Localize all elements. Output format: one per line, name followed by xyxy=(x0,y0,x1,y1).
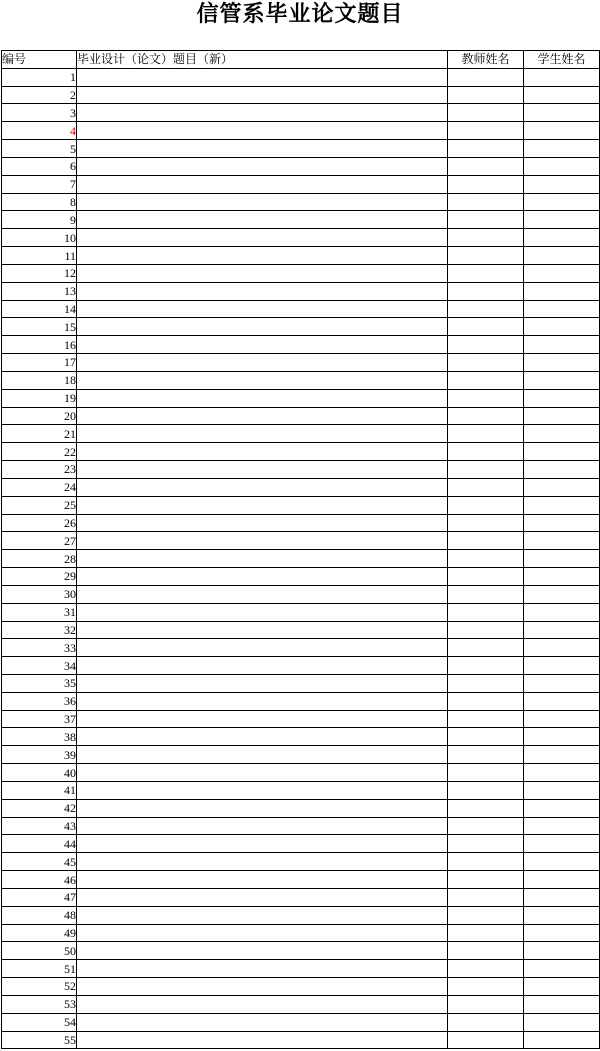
table-row xyxy=(2,300,600,318)
thesis-title-cell[interactable] xyxy=(77,692,448,710)
row-number: 44 xyxy=(2,835,77,853)
teacher-name-cell[interactable] xyxy=(448,371,524,389)
teacher-name-cell[interactable] xyxy=(448,853,524,871)
teacher-name-cell[interactable] xyxy=(448,193,524,211)
teacher-name-cell[interactable] xyxy=(448,639,524,657)
row-number: 35 xyxy=(2,674,77,692)
teacher-name-cell[interactable] xyxy=(448,247,524,265)
student-name-cell[interactable] xyxy=(524,603,600,621)
student-name-cell[interactable] xyxy=(524,674,600,692)
thesis-title-cell[interactable] xyxy=(77,104,448,122)
teacher-name-cell[interactable] xyxy=(448,407,524,425)
student-name-cell[interactable] xyxy=(524,407,600,425)
student-name-cell[interactable] xyxy=(524,389,600,407)
teacher-name-cell[interactable] xyxy=(448,995,524,1013)
table-row xyxy=(2,264,600,282)
thesis-title-cell[interactable] xyxy=(77,68,448,86)
teacher-name-cell[interactable] xyxy=(448,585,524,603)
thesis-title-cell[interactable] xyxy=(77,443,448,461)
thesis-title-cell[interactable] xyxy=(77,354,448,372)
teacher-name-cell[interactable] xyxy=(448,282,524,300)
thesis-title-cell[interactable] xyxy=(77,568,448,586)
student-name-cell[interactable] xyxy=(524,247,600,265)
table-row xyxy=(2,443,600,461)
teacher-name-cell[interactable] xyxy=(448,443,524,461)
row-number: 13 xyxy=(2,282,77,300)
row-number: 39 xyxy=(2,746,77,764)
table-row xyxy=(2,710,600,728)
thesis-title-cell[interactable] xyxy=(77,157,448,175)
thesis-title-cell[interactable] xyxy=(77,995,448,1013)
row-number: 40 xyxy=(2,764,77,782)
table-row xyxy=(2,942,600,960)
thesis-title-cell[interactable] xyxy=(77,300,448,318)
row-number: 45 xyxy=(2,853,77,871)
teacher-name-cell[interactable] xyxy=(448,140,524,158)
table-row xyxy=(2,371,600,389)
teacher-name-cell[interactable] xyxy=(448,603,524,621)
table-row xyxy=(2,425,600,443)
student-name-cell[interactable] xyxy=(524,585,600,603)
row-number: 42 xyxy=(2,799,77,817)
table-row xyxy=(2,461,600,479)
teacher-name-cell[interactable] xyxy=(448,906,524,924)
header-teacher-name: 教师姓名 xyxy=(448,51,524,69)
table-row xyxy=(2,122,600,140)
table-row xyxy=(2,924,600,942)
thesis-title-cell[interactable] xyxy=(77,853,448,871)
row-number: 8 xyxy=(2,193,77,211)
row-number: 20 xyxy=(2,407,77,425)
row-number: 23 xyxy=(2,461,77,479)
teacher-name-cell[interactable] xyxy=(448,496,524,514)
table-row xyxy=(2,853,600,871)
row-number: 36 xyxy=(2,692,77,710)
thesis-title-cell[interactable] xyxy=(77,799,448,817)
table-row xyxy=(2,496,600,514)
thesis-title-cell[interactable] xyxy=(77,211,448,229)
student-name-cell[interactable] xyxy=(524,514,600,532)
table-row xyxy=(2,871,600,889)
teacher-name-cell[interactable] xyxy=(448,157,524,175)
teacher-name-cell[interactable] xyxy=(448,871,524,889)
student-name-cell[interactable] xyxy=(524,621,600,639)
thesis-title-cell[interactable] xyxy=(77,193,448,211)
table-row xyxy=(2,674,600,692)
thesis-title-cell[interactable] xyxy=(77,1031,448,1049)
thesis-title-cell[interactable] xyxy=(77,871,448,889)
teacher-name-cell[interactable] xyxy=(448,550,524,568)
thesis-title-cell[interactable] xyxy=(77,960,448,978)
row-number: 46 xyxy=(2,871,77,889)
teacher-name-cell[interactable] xyxy=(448,960,524,978)
teacher-name-cell[interactable] xyxy=(448,674,524,692)
thesis-title-cell[interactable] xyxy=(77,532,448,550)
table-row xyxy=(2,692,600,710)
teacher-name-cell[interactable] xyxy=(448,1013,524,1031)
row-number: 41 xyxy=(2,781,77,799)
teacher-name-cell[interactable] xyxy=(448,781,524,799)
table-row xyxy=(2,764,600,782)
row-number: 52 xyxy=(2,978,77,996)
student-name-cell[interactable] xyxy=(524,425,600,443)
student-name-cell[interactable] xyxy=(524,924,600,942)
thesis-title-cell[interactable] xyxy=(77,657,448,675)
row-number: 7 xyxy=(2,175,77,193)
student-name-cell[interactable] xyxy=(524,443,600,461)
row-number: 12 xyxy=(2,264,77,282)
table-row xyxy=(2,247,600,265)
table-row xyxy=(2,817,600,835)
table-row xyxy=(2,799,600,817)
row-number: 37 xyxy=(2,710,77,728)
row-number: 21 xyxy=(2,425,77,443)
teacher-name-cell[interactable] xyxy=(448,86,524,104)
student-name-cell[interactable] xyxy=(524,746,600,764)
row-number: 17 xyxy=(2,354,77,372)
table-row xyxy=(2,960,600,978)
teacher-name-cell[interactable] xyxy=(448,336,524,354)
student-name-cell[interactable] xyxy=(524,461,600,479)
student-name-cell[interactable] xyxy=(524,995,600,1013)
student-name-cell[interactable] xyxy=(524,193,600,211)
teacher-name-cell[interactable] xyxy=(448,229,524,247)
row-number: 51 xyxy=(2,960,77,978)
student-name-cell[interactable] xyxy=(524,264,600,282)
teacher-name-cell[interactable] xyxy=(448,1031,524,1049)
table-row xyxy=(2,621,600,639)
row-number: 15 xyxy=(2,318,77,336)
student-name-cell[interactable] xyxy=(524,781,600,799)
table-row xyxy=(2,211,600,229)
thesis-title-cell[interactable] xyxy=(77,817,448,835)
row-number: 16 xyxy=(2,336,77,354)
table-row xyxy=(2,906,600,924)
thesis-title-cell[interactable] xyxy=(77,122,448,140)
teacher-name-cell[interactable] xyxy=(448,318,524,336)
teacher-name-cell[interactable] xyxy=(448,746,524,764)
row-number: 54 xyxy=(2,1013,77,1031)
row-number: 32 xyxy=(2,621,77,639)
teacher-name-cell[interactable] xyxy=(448,942,524,960)
row-number: 10 xyxy=(2,229,77,247)
student-name-cell[interactable] xyxy=(524,282,600,300)
teacher-name-cell[interactable] xyxy=(448,122,524,140)
row-number: 28 xyxy=(2,550,77,568)
student-name-cell[interactable] xyxy=(524,496,600,514)
student-name-cell[interactable] xyxy=(524,229,600,247)
student-name-cell[interactable] xyxy=(524,978,600,996)
thesis-title-cell[interactable] xyxy=(77,389,448,407)
student-name-cell[interactable] xyxy=(524,211,600,229)
student-name-cell[interactable] xyxy=(524,942,600,960)
row-number: 50 xyxy=(2,942,77,960)
header-student-name: 学生姓名 xyxy=(524,51,600,69)
teacher-name-cell[interactable] xyxy=(448,924,524,942)
table-body xyxy=(2,68,600,1049)
thesis-title-cell[interactable] xyxy=(77,140,448,158)
teacher-name-cell[interactable] xyxy=(448,461,524,479)
row-number: 55 xyxy=(2,1031,77,1049)
teacher-name-cell[interactable] xyxy=(448,532,524,550)
student-name-cell[interactable] xyxy=(524,104,600,122)
row-number: 14 xyxy=(2,300,77,318)
student-name-cell[interactable] xyxy=(524,336,600,354)
table-row xyxy=(2,888,600,906)
teacher-name-cell[interactable] xyxy=(448,478,524,496)
table-row xyxy=(2,229,600,247)
teacher-name-cell[interactable] xyxy=(448,354,524,372)
thesis-title-cell[interactable] xyxy=(77,264,448,282)
table-row xyxy=(2,86,600,104)
table-row xyxy=(2,995,600,1013)
row-number: 11 xyxy=(2,247,77,265)
row-number: 31 xyxy=(2,603,77,621)
table-row xyxy=(2,639,600,657)
thesis-title-cell[interactable] xyxy=(77,978,448,996)
table-row xyxy=(2,318,600,336)
row-number: 29 xyxy=(2,568,77,586)
student-name-cell[interactable] xyxy=(524,532,600,550)
teacher-name-cell[interactable] xyxy=(448,389,524,407)
table-row xyxy=(2,336,600,354)
row-number: 33 xyxy=(2,639,77,657)
table-row xyxy=(2,514,600,532)
teacher-name-cell[interactable] xyxy=(448,264,524,282)
student-name-cell[interactable] xyxy=(524,728,600,746)
student-name-cell[interactable] xyxy=(524,853,600,871)
table-row xyxy=(2,1013,600,1031)
thesis-title-cell[interactable] xyxy=(77,425,448,443)
teacher-name-cell[interactable] xyxy=(448,68,524,86)
student-name-cell[interactable] xyxy=(524,764,600,782)
header-number: 编号 xyxy=(2,51,77,69)
student-name-cell[interactable] xyxy=(524,86,600,104)
table-row xyxy=(2,835,600,853)
student-name-cell[interactable] xyxy=(524,371,600,389)
student-name-cell[interactable] xyxy=(524,692,600,710)
student-name-cell[interactable] xyxy=(524,1013,600,1031)
table-row xyxy=(2,532,600,550)
row-number: 5 xyxy=(2,140,77,158)
thesis-title-cell[interactable] xyxy=(77,318,448,336)
table-row xyxy=(2,157,600,175)
table-row xyxy=(2,657,600,675)
row-number: 34 xyxy=(2,657,77,675)
student-name-cell[interactable] xyxy=(524,478,600,496)
student-name-cell[interactable] xyxy=(524,550,600,568)
row-number: 24 xyxy=(2,478,77,496)
teacher-name-cell[interactable] xyxy=(448,728,524,746)
student-name-cell[interactable] xyxy=(524,300,600,318)
thesis-title-cell[interactable] xyxy=(77,247,448,265)
teacher-name-cell[interactable] xyxy=(448,621,524,639)
teacher-name-cell[interactable] xyxy=(448,764,524,782)
table-row xyxy=(2,568,600,586)
student-name-cell[interactable] xyxy=(524,157,600,175)
thesis-title-cell[interactable] xyxy=(77,550,448,568)
table-row xyxy=(2,478,600,496)
thesis-title-cell[interactable] xyxy=(77,924,448,942)
row-number: 25 xyxy=(2,496,77,514)
thesis-title-cell[interactable] xyxy=(77,371,448,389)
student-name-cell[interactable] xyxy=(524,639,600,657)
thesis-title-cell[interactable] xyxy=(77,835,448,853)
row-number: 9 xyxy=(2,211,77,229)
table-row xyxy=(2,193,600,211)
thesis-title-cell[interactable] xyxy=(77,781,448,799)
thesis-title-cell[interactable] xyxy=(77,621,448,639)
row-number: 6 xyxy=(2,157,77,175)
thesis-title-cell[interactable] xyxy=(77,603,448,621)
teacher-name-cell[interactable] xyxy=(448,425,524,443)
table-row xyxy=(2,746,600,764)
row-number: 4 xyxy=(2,122,77,140)
student-name-cell[interactable] xyxy=(524,960,600,978)
row-number: 22 xyxy=(2,443,77,461)
thesis-title-cell[interactable] xyxy=(77,86,448,104)
row-number: 3 xyxy=(2,104,77,122)
student-name-cell[interactable] xyxy=(524,122,600,140)
thesis-title-cell[interactable] xyxy=(77,478,448,496)
table-row xyxy=(2,1031,600,1049)
table-row xyxy=(2,282,600,300)
row-number: 2 xyxy=(2,86,77,104)
student-name-cell[interactable] xyxy=(524,835,600,853)
thesis-title-cell[interactable] xyxy=(77,282,448,300)
table-row xyxy=(2,407,600,425)
teacher-name-cell[interactable] xyxy=(448,710,524,728)
thesis-title-cell[interactable] xyxy=(77,336,448,354)
teacher-name-cell[interactable] xyxy=(448,692,524,710)
teacher-name-cell[interactable] xyxy=(448,514,524,532)
row-number: 18 xyxy=(2,371,77,389)
table-row xyxy=(2,585,600,603)
table-row xyxy=(2,140,600,158)
teacher-name-cell[interactable] xyxy=(448,888,524,906)
student-name-cell[interactable] xyxy=(524,817,600,835)
thesis-title-cell[interactable] xyxy=(77,710,448,728)
student-name-cell[interactable] xyxy=(524,657,600,675)
teacher-name-cell[interactable] xyxy=(448,799,524,817)
student-name-cell[interactable] xyxy=(524,568,600,586)
teacher-name-cell[interactable] xyxy=(448,568,524,586)
teacher-name-cell[interactable] xyxy=(448,300,524,318)
teacher-name-cell[interactable] xyxy=(448,978,524,996)
student-name-cell[interactable] xyxy=(524,906,600,924)
student-name-cell[interactable] xyxy=(524,1031,600,1049)
thesis-title-table xyxy=(1,50,600,1049)
teacher-name-cell[interactable] xyxy=(448,817,524,835)
table-row xyxy=(2,978,600,996)
thesis-title-cell[interactable] xyxy=(77,728,448,746)
student-name-cell[interactable] xyxy=(524,140,600,158)
teacher-name-cell[interactable] xyxy=(448,211,524,229)
table-row xyxy=(2,68,600,86)
table-row xyxy=(2,104,600,122)
thesis-title-cell[interactable] xyxy=(77,888,448,906)
table-row xyxy=(2,389,600,407)
row-number: 30 xyxy=(2,585,77,603)
table-row xyxy=(2,728,600,746)
student-name-cell[interactable] xyxy=(524,318,600,336)
thesis-title-cell[interactable] xyxy=(77,175,448,193)
teacher-name-cell[interactable] xyxy=(448,104,524,122)
row-number: 27 xyxy=(2,532,77,550)
student-name-cell[interactable] xyxy=(524,710,600,728)
table-row xyxy=(2,175,600,193)
thesis-title-cell[interactable] xyxy=(77,461,448,479)
student-name-cell[interactable] xyxy=(524,354,600,372)
row-number: 53 xyxy=(2,995,77,1013)
student-name-cell[interactable] xyxy=(524,888,600,906)
table-row xyxy=(2,603,600,621)
thesis-title-cell[interactable] xyxy=(77,746,448,764)
teacher-name-cell[interactable] xyxy=(448,175,524,193)
header-row xyxy=(2,51,600,69)
teacher-name-cell[interactable] xyxy=(448,657,524,675)
student-name-cell[interactable] xyxy=(524,799,600,817)
row-number: 1 xyxy=(2,68,77,86)
header-thesis-title: 毕业设计（论文）题目（新） xyxy=(77,51,448,69)
thesis-title-cell[interactable] xyxy=(77,585,448,603)
thesis-title-cell[interactable] xyxy=(77,674,448,692)
thesis-title-cell[interactable] xyxy=(77,639,448,657)
thesis-title-cell[interactable] xyxy=(77,514,448,532)
thesis-title-cell[interactable] xyxy=(77,942,448,960)
row-number: 26 xyxy=(2,514,77,532)
row-number: 47 xyxy=(2,888,77,906)
student-name-cell[interactable] xyxy=(524,871,600,889)
thesis-title-cell[interactable] xyxy=(77,906,448,924)
table-row xyxy=(2,781,600,799)
thesis-title-cell[interactable] xyxy=(77,229,448,247)
table-row xyxy=(2,550,600,568)
thesis-title-cell[interactable] xyxy=(77,1013,448,1031)
thesis-title-cell[interactable] xyxy=(77,496,448,514)
teacher-name-cell[interactable] xyxy=(448,835,524,853)
thesis-title-cell[interactable] xyxy=(77,407,448,425)
row-number: 49 xyxy=(2,924,77,942)
row-number: 43 xyxy=(2,817,77,835)
row-number: 19 xyxy=(2,389,77,407)
thesis-title-cell[interactable] xyxy=(77,764,448,782)
student-name-cell[interactable] xyxy=(524,175,600,193)
row-number: 38 xyxy=(2,728,77,746)
student-name-cell[interactable] xyxy=(524,68,600,86)
table-row xyxy=(2,354,600,372)
row-number: 48 xyxy=(2,906,77,924)
page-title: 信管系毕业论文题目 xyxy=(196,2,404,27)
